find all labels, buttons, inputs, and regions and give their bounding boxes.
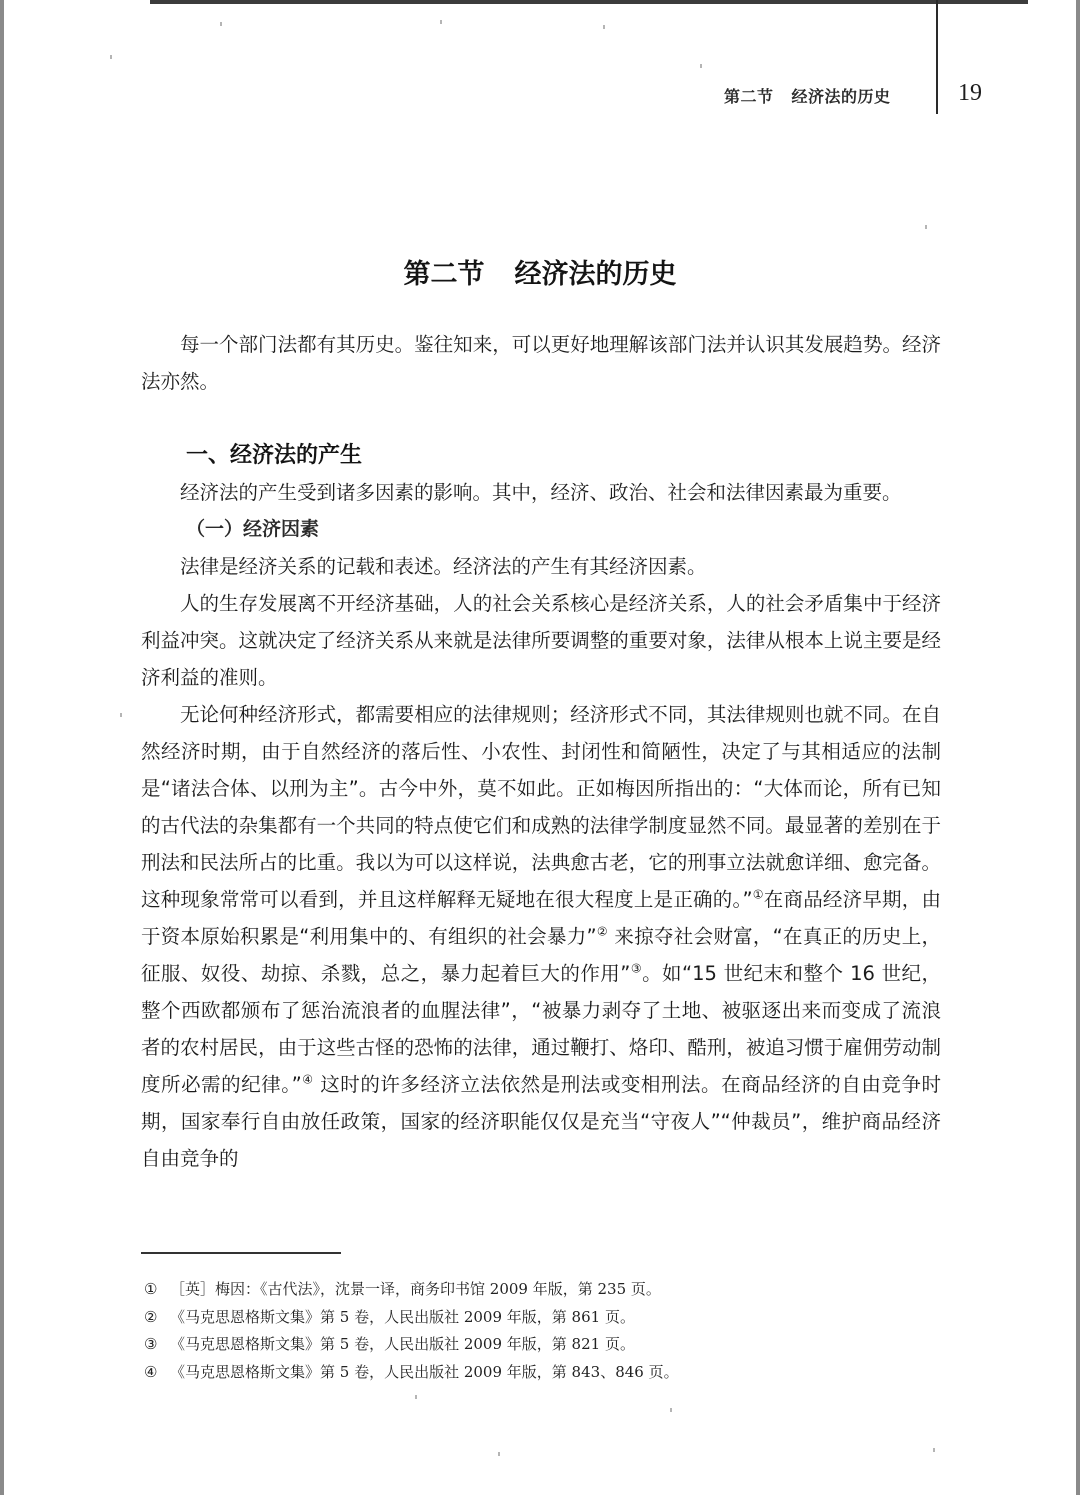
footnote-divider [141,1252,341,1254]
text-run: 无论何种经济形式，都需要相应的法律规则；经济形式不同，其法律规则也就不同。在自然经济时期，由于自然经济的落后性、小农性、封闭性和简陋性，决定了与其相适应的法制是“诸法合体、以刑为主”。古今中外，莫不如此。正如梅因所指出的：“大体而论，所有已知的古代法的杂集都有一个共同的特点使它们和成熟的法律学制度显然不同。最显著的差别在于刑法和民法所占的比重。我以为可以这样说，法典愈古老，它的刑事立法就愈详细、愈完备。这种现象常常可以看到，并且这样解释无疑地在很大程度上是正确的。” [141,703,941,911]
footnote-text: 《马克思恩格斯文集》第 5 卷，人民出版社 2009 年版，第 843、846 页。 [170,1362,679,1381]
page-edge-left [0,0,4,1495]
footnotes [144,1276,679,1386]
footnote-ref-4[interactable]: ④ [301,1072,314,1087]
scan-speck [925,225,927,229]
footnote [144,1359,679,1387]
scan-speck [603,25,605,29]
scan-speck [498,1452,500,1456]
long-paragraph [141,696,941,1177]
text-run: 在商品经济早期，由于资本原始积累是“利用集中的、有组织的社会暴力” [141,888,941,948]
scan-speck [440,20,442,24]
paragraph: 法律是经济关系的记载和表述。经济法的产生有其经济因素。 [180,555,707,578]
running-head [724,84,891,107]
scan-speck [120,713,122,717]
footnote [144,1331,679,1359]
body-block [141,438,941,1177]
footnote-text: 《马克思恩格斯文集》第 5 卷，人民出版社 2009 年版，第 821 页。 [170,1335,635,1353]
text-run: 。如“15 世纪末和整个 16 世纪，整个西欧都颁布了惩治流浪者的血腥法律”，“被暴力剥夺了土地、被驱逐出来而变成了流浪者的农村居民，由于这些古怪的恐怖的法律，通过鞭打、烙印、酷刑，被追习惯于雇佣劳动制度所必需的纪律。” [141,962,942,1096]
scan-speck [220,22,222,26]
footnote-marker: ③ [144,1335,158,1353]
footnote-marker: ④ [144,1362,158,1381]
header-top-rule [150,0,1028,4]
header-divider [936,0,938,114]
subsection-heading: 一、经济法的产生 [186,443,363,468]
footnote-ref-2[interactable]: ② [596,924,608,939]
footnote-text: ［英］梅因：《古代法》，沈景一译，商务印书馆 2009 年版，第 235 页。 [170,1280,661,1298]
paragraph: 人的生存发展离不开经济基础，人的社会关系核心是经济关系，人的社会矛盾集中于经济利益冲突。这就决定了经济关系从来就是法律所要调整的重要对象，法律从根本上说主要是经济利益的准则。 [141,592,941,689]
section-title [0,252,1080,291]
scan-speck [933,1448,935,1452]
intro-block [141,326,941,400]
footnote-marker: ② [144,1307,158,1326]
footnote-text: 《马克思恩格斯文集》第 5 卷，人民出版社 2009 年版，第 861 页。 [170,1307,635,1326]
text-run: 这时的许多经济立法依然是刑法或变相刑法。在商品经济的自由竞争时期，国家奉行自由放任政策，国家的经济职能仅仅是充当“守夜人”“仲裁员”，维护商品经济自由竞争的 [141,1073,941,1170]
scan-speck [700,64,702,68]
sub-subsection-heading: （一）经济因素 [186,518,320,540]
footnote-ref-1[interactable]: ① [752,887,764,902]
footnote [144,1304,679,1332]
running-head-section: 第二节 [724,87,774,106]
section-title-text: 经济法的历史 [514,259,677,290]
page-number: 19 [958,80,982,106]
intro-paragraph: 每一个部门法都有其历史。鉴往知来，可以更好地理解该部门法并认识其发展趋势。经济法亦然。 [141,333,941,393]
page-edge-right [1076,0,1080,1495]
subsection-intro: 经济法的产生受到诸多因素的影响。其中，经济、政治、社会和法律因素最为重要。 [180,481,902,504]
section-number: 第二节 [403,259,485,290]
footnote [144,1276,679,1304]
footnote-marker: ① [144,1280,158,1298]
scan-speck [110,55,112,59]
scan-speck [415,1395,417,1399]
scan-speck [670,1408,672,1412]
footnote-ref-3[interactable]: ③ [630,961,643,976]
running-head-title: 经济法的历史 [791,87,891,106]
text-run: 来掠夺社会财富，“在真正的历史上，征服、奴役、劫掠、杀戮，总之，暴力起着巨大的作用” [141,925,941,985]
